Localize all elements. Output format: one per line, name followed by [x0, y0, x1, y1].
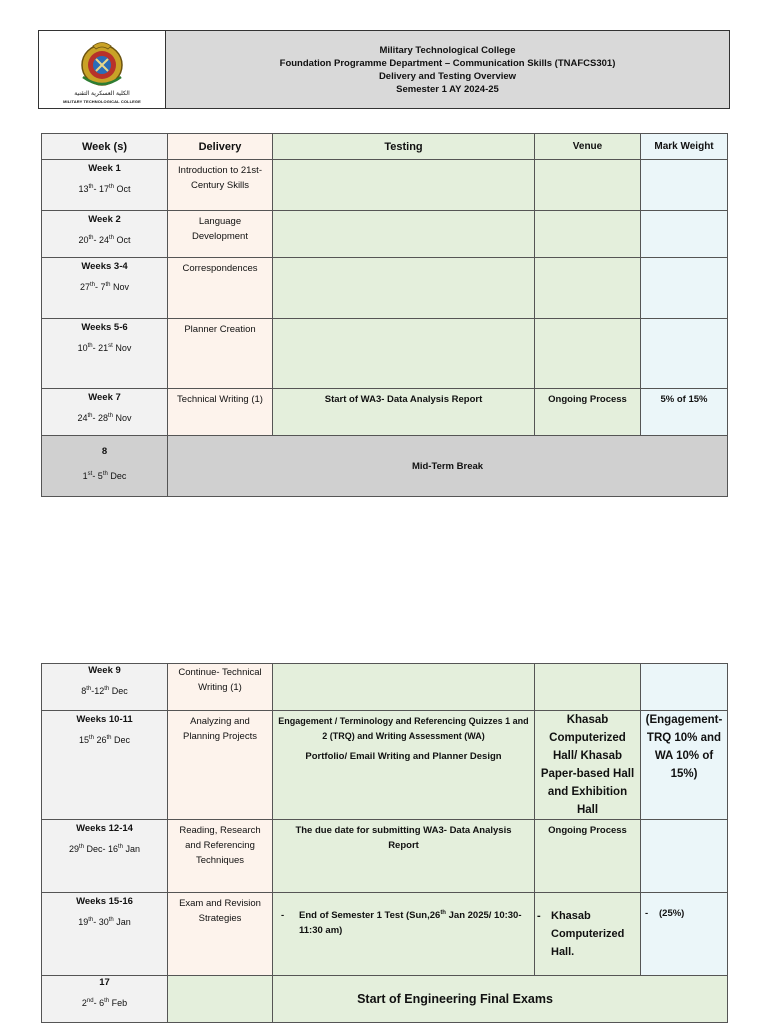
mark-weight-cell [641, 211, 728, 258]
week-dates: 19th- 30th Jan [78, 917, 131, 927]
testing-cell [273, 664, 535, 711]
mark-weight-cell [641, 258, 728, 319]
delivery-cell [168, 976, 273, 1023]
mark-weight-text: 5% of 15% [660, 394, 708, 405]
week-dates: 8th-12th Dec [81, 686, 128, 696]
week-dates: 24th- 28th Nov [77, 413, 132, 423]
venue-cell [535, 211, 641, 258]
delivery-topic: Technical Writing (1) [177, 394, 263, 405]
col-header-venue: Venue [535, 134, 641, 160]
col-header-testing: Testing [273, 134, 535, 160]
table-row [42, 820, 728, 893]
week-label: Weeks 5-6 [81, 322, 128, 333]
venue-cell [535, 258, 641, 319]
week-label: 8 [101, 446, 108, 457]
week-label: Weeks 12-14 [76, 823, 133, 834]
mark-weight-text: (Engagement- TRQ 10% and WA 10% of 15%) [645, 714, 723, 780]
test-list-item: - End of Semester 1 Test (Sun,26th Jan 2025/ 10:30- 11:30 am) [281, 908, 526, 938]
table-row [42, 319, 728, 389]
college-name: Military Technological College [379, 44, 516, 56]
document-title: Delivery and Testing Overview [378, 70, 517, 82]
testing-cell [273, 258, 535, 319]
col-header-week: Week (s) [42, 134, 168, 160]
venue-cell [535, 319, 641, 389]
table-row [42, 711, 728, 820]
table-row [42, 160, 728, 211]
semester-label: Semester 1 AY 2024-25 [396, 83, 499, 95]
week-label: Week 2 [88, 214, 121, 225]
delivery-topic: Introduction to 21st-Century Skills [178, 165, 262, 191]
venue-text: Khasab Computerized Hall. [551, 910, 625, 958]
logo-arabic-text: الكلية العسكرية التقنية [74, 91, 130, 97]
table-row [42, 664, 728, 711]
week-label: Weeks 15-16 [76, 896, 133, 907]
col-header-mark-weight: Mark Weight [641, 134, 728, 160]
col-header-delivery: Delivery [168, 134, 273, 160]
end-semester-test-text: End of Semester 1 Test (Sun,26th Jan 2025/ 10:30- 11:30 am) [299, 909, 522, 936]
venue-text: Ongoing Process [548, 825, 627, 836]
venue-cell [535, 664, 641, 711]
delivery-topic: Correspondences [182, 263, 258, 274]
table-row [42, 389, 728, 436]
mark-weight-cell [641, 319, 728, 389]
week-label: Weeks 3-4 [81, 261, 128, 272]
week-label: Week 7 [88, 392, 121, 403]
mark-weight-cell [641, 160, 728, 211]
break-row [42, 436, 728, 497]
delivery-topic: Reading, Research and Referencing Techniques [179, 825, 261, 866]
delivery-topic: Continue- Technical Writing (1) [178, 667, 262, 693]
department-course: Foundation Programme Department – Communication Skills (TNAFCS301) [279, 57, 616, 69]
mark-weight-cell [641, 664, 728, 711]
delivery-topic: Analyzing and Planning Projects [183, 716, 257, 742]
venue-text: Ongoing Process [548, 394, 627, 405]
testing-cell [273, 160, 535, 211]
mark-weight-text: (25%) [659, 908, 685, 919]
week-label: Week 1 [88, 163, 121, 174]
mark-weight-cell [641, 820, 728, 893]
testing-text: Engagement / Terminology and Referencing Quizzes 1 and 2 (TRQ) and Writing Assessment (WA) [278, 716, 529, 741]
testing-cell [273, 211, 535, 258]
week-label: 17 [99, 977, 110, 988]
college-logo [39, 31, 166, 108]
table-row [42, 893, 728, 976]
week-label: Weeks 10-11 [76, 714, 133, 725]
final-exams-label: Start of Engineering Final Exams [357, 992, 553, 1006]
document-header [38, 30, 730, 109]
week-dates: 15th 26th Dec [78, 735, 131, 745]
schedule-table-part-2 [41, 663, 728, 1023]
testing-text: Start of WA3- Data Analysis Report [324, 394, 483, 405]
logo-english-text: MILITARY TECHNOLOGICAL COLLEGE [63, 99, 141, 104]
week-dates: 2nd- 6th Feb [81, 998, 128, 1008]
week-dates: 27th- 7th Nov [79, 282, 130, 292]
mid-term-break-label: Mid-Term Break [411, 460, 484, 472]
mark-list-item: - (25%) [645, 908, 685, 919]
table-row [42, 976, 728, 1023]
week-dates: 1st- 5th Dec [82, 471, 127, 481]
table-header-row [42, 134, 728, 160]
testing-portfolio-text: Portfolio/ Email Writing and Planner Design [305, 751, 502, 762]
testing-cell [273, 319, 535, 389]
college-crest-icon [47, 37, 157, 92]
venue-text: Khasab Computerized Hall/ Khasab Paper-based Hall and Exhibition Hall [540, 714, 635, 816]
delivery-topic: Planner Creation [184, 324, 256, 335]
week-label: Week 9 [88, 665, 121, 676]
week-dates: 13th- 17th Oct [78, 184, 131, 194]
delivery-topic: Language Development [192, 216, 248, 242]
schedule-table-part-1 [41, 133, 728, 497]
table-row [42, 211, 728, 258]
week-dates: 10th- 21st Nov [77, 343, 132, 353]
table-row [42, 258, 728, 319]
delivery-topic: Exam and Revision Strategies [179, 898, 261, 924]
venue-list-item: - Khasab Computerized Hall. [537, 907, 636, 961]
week-dates: 29th Dec- 16th Jan [68, 844, 141, 854]
venue-cell [535, 160, 641, 211]
testing-text: The due date for submitting WA3- Data Analysis Report [295, 825, 512, 851]
week-dates: 20th- 24th Oct [78, 235, 131, 245]
